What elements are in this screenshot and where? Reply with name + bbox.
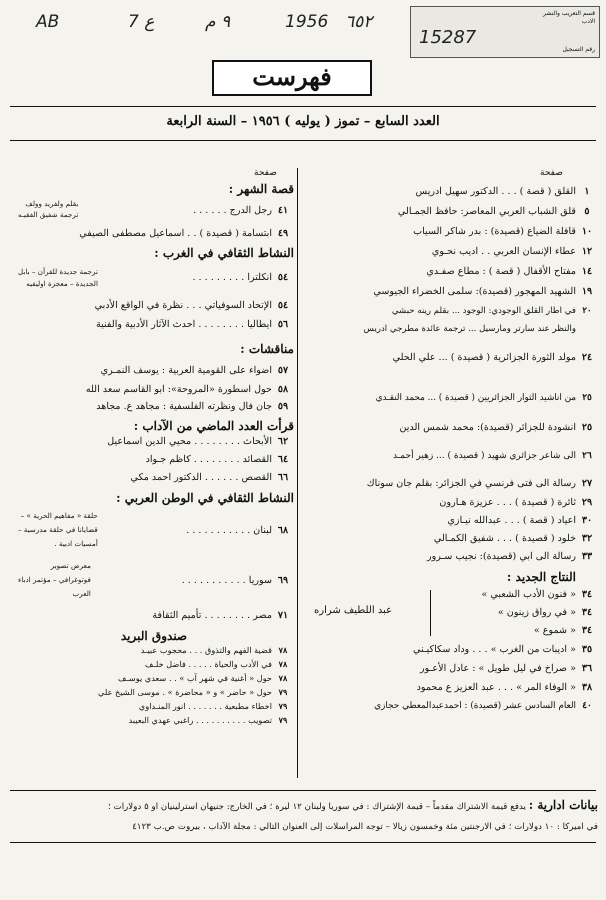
toc-entry: ١٤مفتاح الأقفال ( قصة ) : مطاع صفـدي xyxy=(426,266,593,277)
masthead-title-box xyxy=(212,60,372,96)
past-issue-heading: قرأت العدد الماضي من الآداب : xyxy=(133,419,294,433)
toc-entry: ٢٩ثائرة ( قصيدة ) . . . عزيزة هـارون xyxy=(439,497,593,508)
page-label-right: صفحة xyxy=(540,168,563,178)
stamp-number: 15287 xyxy=(419,27,477,48)
column-divider xyxy=(297,168,298,778)
toc-entry: ٣٤« في رواق زينون » xyxy=(497,607,593,618)
left-column xyxy=(14,182,294,727)
toc-entry: ٣٦« صراخ في ليل طويل » : عادل الأعـور xyxy=(419,663,593,674)
toc-entry: ٧٨في الأدب والحياة . . . . . فاضل خلـف xyxy=(145,659,288,669)
mailbox-heading: صندوق البريد xyxy=(120,629,188,643)
toc-entry: ٥٩جان فال ونظرته الفلسفية : مجاهد ع. مجاهد xyxy=(96,401,289,412)
toc-entry: ٧٩حول « حاضر » و « محاضرة » . موسى الشيخ علي xyxy=(98,687,288,697)
brace xyxy=(424,590,431,636)
toc-entry: ٧٨قضية الفهم والتذوق . . . محجوب عبيـد xyxy=(140,645,288,655)
topic-note: معرض تصوير فوتوغرافي – مؤتمر ادباء العرب xyxy=(18,561,91,598)
toc-entry: ٢٥انشودة للجزائر (قصيدة): محمد شمس الدين xyxy=(399,422,593,433)
right-column xyxy=(306,182,598,716)
toc-entry: ٣٢خلود ( قصيدة ) . . . شفيق الكمـالي xyxy=(433,533,593,544)
new-production-reviewer: عبد اللطيف شراره xyxy=(314,605,393,616)
toc-entry: ٥قلق الشباب العربي المعاصر: حافظ الجمـالي xyxy=(397,206,590,217)
stamp-line-2: الادب xyxy=(581,18,595,25)
toc-entry: ١القلق ( قصة ) . . . الدكتور سهيل ادريس xyxy=(415,186,590,197)
footer-bottom-rule xyxy=(10,842,596,843)
topic-note: ترجمة جديدة للقرآن – بابل الجديدة – معجزة اوليفيه xyxy=(18,267,98,288)
handwritten-page-ref: ٦٥٢ xyxy=(345,12,373,32)
toc-entry: ٦٨لبنان . . . . . . . . . . . حلقة « مفاهيم الحرية » – قضايانا في حلقة مدرسية – أمسيات ادبية . xyxy=(14,505,294,557)
toc-entry: ٣٨« الوفاء المر » . . . عبد العزيز ع محمود xyxy=(416,682,593,693)
toc-entry: ٧١مصر . . . . . . . . تأميم الثقافة xyxy=(152,610,289,621)
toc-entry: ٢٥من اناشيد الثوار الجزائريين ( قصيدة ) ... محمد النقـدي xyxy=(375,393,592,403)
toc-entry: ٢٠في اطار القلق الوجودي: الوجود ... بقلم رينه حبشي xyxy=(391,306,592,316)
new-production-heading: النتاج الجديد : xyxy=(506,570,576,584)
stamp-number-label: رقم التسجيل xyxy=(562,46,595,53)
new-production-group xyxy=(306,586,598,640)
toc-entry: ٥٤انكلترا . . . . . . . . . ترجمة جديدة للقرآن – بابل الجديدة – معجزة اوليفيه xyxy=(18,267,289,288)
issue-line: العدد السابع – تموز ( يوليه ) ١٩٥٦ – السنة الرابعة xyxy=(166,114,440,129)
stamp-line-1: قسم التعريب والنشر xyxy=(543,10,595,17)
toc-entry: ٤٠العام السادس عشر (قصيدة) : احمدعبدالمعطي حجازي xyxy=(374,701,592,711)
topic-note: حلقة « مفاهيم الحرية » – قضايانا في حلقة مدرسية – أمسيات ادبية . xyxy=(18,511,98,548)
registration-stamp xyxy=(410,6,600,58)
toc-entry: ٤١رجل الدرج . . . . . . بقلم ولفريد وولف ترجمة شفيق الفقيـه xyxy=(18,199,289,219)
toc-entry: ٦٢الأبحاث . . . . . . . . محيي الدين اسماعيل xyxy=(107,436,289,447)
translator-credit: بقلم ولفريد وولف ترجمة شفيق الفقيـه xyxy=(18,199,79,219)
toc-entry: ٣٣رسالة الى ابي (قصيدة): نجيب سـرور xyxy=(427,551,593,562)
page-label-left: صفحة xyxy=(254,168,277,178)
footer-rule xyxy=(10,790,596,791)
handwritten-year: 1956 xyxy=(285,12,329,32)
toc-entry: ٧٨حول « أغنية في شهر آب » . . سعدي يوسـف xyxy=(117,673,288,683)
toc-entry: ٤٩ابتسامة ( قصيدة ) . . اسماعيل مصطفى الصيفي xyxy=(79,228,289,239)
month-story-heading: قصة الشهر : xyxy=(228,182,294,196)
toc-entry: ٥٧اضواء على القومية العربية : يوسف النمـري xyxy=(100,365,289,376)
discussions-heading: مناقشات : xyxy=(240,342,294,356)
toc-entry: ٢٦الى شاعر جزائري شهيد ( قصيدة ) ... زهير أحمـد xyxy=(392,451,592,461)
toc-entry: ٣٠اعياد ( قصة ) . . . عبدالله نيـازي xyxy=(447,515,593,526)
footer-line-2: في اميركا : ١٠ دولارات ؛ في الارجنتين مئة وخمسون زيالا – توجه المراسلات إلى العنوان التالي : مجلة الآداب ، بيروت ص.ب ٤١٢٣ xyxy=(132,822,598,832)
handwritten-code: AB xyxy=(36,12,60,32)
toc-entry: ٣٤« فنون الأدب الشعبي » xyxy=(481,589,593,600)
toc-entry: ٦٦القصص . . . . . . الدكتور احمد مكي xyxy=(130,472,289,483)
toc-entry: ١٩الشهيد المهجور (قصيدة): سلمى الخضراء الجيوسي xyxy=(373,286,593,297)
toc-entry: ٦٩سوريا . . . . . . . . . . . معرض تصوير فوتوغرافي – مؤتمر ادباء العرب xyxy=(14,557,294,605)
top-rule xyxy=(10,106,596,107)
page-title: فهرست xyxy=(252,62,332,91)
toc-entry: ٧٩تصويب . . . . . . . . . . راغبي عهدي البعيبد xyxy=(128,715,288,725)
toc-entry: ٢٧رسالة الى فتى فرنسي في الجزائر: بقلم جان سوناك xyxy=(366,478,593,489)
toc-entry: ٧٩اخطاء مطبعية . . . . . . . انور المنـداوي xyxy=(138,701,288,711)
handwritten-volume: ٩ م xyxy=(205,12,231,32)
toc-entry: ٥٨حول اسطورة «المروحة»: ابو القاسم سعد الله xyxy=(85,384,289,395)
footer-heading: بيانات ادارية : xyxy=(528,798,598,812)
toc-entry: ١٠قافلة الضياع (قصيدة) : بدر شاكر السياب xyxy=(413,226,593,237)
handwritten-issue-number: 7 ع xyxy=(128,12,155,32)
toc-entry: ٢٤مولد الثورة الجزائرية ( قصيدة ) ... علي الحلي xyxy=(392,352,593,363)
toc-entry: ٦٤القصائد . . . . . . . . كاظم جـواد xyxy=(145,454,289,465)
toc-entry: ٣٥« اديبات من الغرب » . . . وداد سكاكيـني xyxy=(412,644,593,655)
toc-entry: ٥٤الإتحاد السوفياتي . . . نظرة في الواقع الأدبي xyxy=(94,300,289,311)
toc-entry: ٥٦ايطاليا . . . . . . . . احدث الآثار الأدبية والفنية xyxy=(95,319,289,330)
western-culture-heading: النشاط الثقافي في الغرب : xyxy=(154,246,294,260)
arab-culture-heading: النشاط الثقافي في الوطن العربي : xyxy=(116,491,294,505)
issue-rule xyxy=(10,140,596,141)
toc-entry: ٣٤« شموع » xyxy=(533,625,593,636)
toc-entry: ١٢عطاء الإنسان العربي . . اديب نحـوي xyxy=(431,246,593,257)
toc-entry: والنظر عند سارتر ومارسيل ... ترجمة عائدة مطرجي ادريس xyxy=(363,324,576,334)
footer-line-1: بيانات ادارية : يدفع قيمة الاشتراك مقدماً – قيمة الإشتراك : في سوريا ولبنان ١٢ ليرة ؛ في الخارج: جنيهان استرلينيان او ٥ دولارات ؛ xyxy=(108,798,598,812)
